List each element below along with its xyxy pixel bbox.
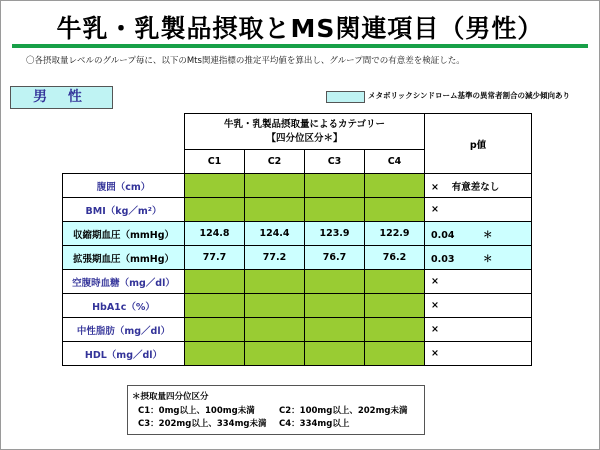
p-value-cell: 0.03 ＊ — [425, 246, 532, 270]
title-underline — [12, 44, 588, 48]
quartile-c3: C3：202mg以上、334mg未満 — [138, 419, 267, 429]
value-cell: 123.9 — [305, 222, 365, 246]
header-blank — [63, 114, 185, 174]
value-cell — [185, 270, 245, 294]
value-cell — [365, 318, 425, 342]
value-cell — [245, 318, 305, 342]
value-cell — [365, 198, 425, 222]
row-label: 腹囲（cm） — [63, 174, 185, 198]
column-header-c4: C4 — [365, 150, 425, 174]
row-label: 中性脂肪（mg／dl） — [63, 318, 185, 342]
legend-text: メタボリックシンドローム基準の異常者割合の減少傾向あり — [368, 91, 571, 100]
value-cell — [365, 270, 425, 294]
quartile-title: ＊摂取量四分位区分 — [132, 392, 209, 402]
column-header-c2: C2 — [245, 150, 305, 174]
p-value-cell: × 有意差なし — [425, 174, 532, 198]
table-row-highlighted — [63, 222, 532, 246]
value-cell — [305, 198, 365, 222]
value-cell — [305, 318, 365, 342]
value-cell — [245, 174, 305, 198]
value-cell — [245, 198, 305, 222]
quartile-c2: C2：100mg以上、202mg未満 — [279, 406, 408, 416]
row-label: 空腹時血糖（mg／dl） — [63, 270, 185, 294]
table-row — [63, 318, 532, 342]
value-cell — [305, 294, 365, 318]
value-cell — [365, 294, 425, 318]
results-table — [62, 113, 532, 366]
quartile-legend-box — [127, 385, 425, 435]
value-cell: 124.8 — [185, 222, 245, 246]
row-label: BMI（kg／m²） — [63, 198, 185, 222]
method-note: 〇各摂取量レベルのグループ毎に、以下のMts関連指標の推定平均値を算出し、グループ間での有意差を検証した。 — [26, 56, 465, 66]
value-cell — [185, 342, 245, 366]
value-cell: 122.9 — [365, 222, 425, 246]
p-value-cell: × — [425, 294, 532, 318]
value-cell — [185, 294, 245, 318]
value-cell: 77.2 — [245, 246, 305, 270]
row-label: 収縮期血圧（mmHg） — [63, 222, 185, 246]
category-header — [185, 114, 425, 150]
row-label: HDL（mg／dl） — [63, 342, 185, 366]
p-value-cell: × — [425, 342, 532, 366]
table-row — [63, 198, 532, 222]
gender-label: 男 性 — [10, 86, 113, 109]
table-row — [63, 294, 532, 318]
p-value-cell: × — [425, 270, 532, 294]
column-header-c1: C1 — [185, 150, 245, 174]
category-header-line2: 【四分位区分＊】 — [266, 132, 343, 144]
value-cell — [185, 174, 245, 198]
quartile-c4: C4：334mg以上 — [279, 419, 350, 429]
value-cell — [245, 294, 305, 318]
table-row-highlighted — [63, 246, 532, 270]
value-cell — [245, 342, 305, 366]
value-cell — [185, 318, 245, 342]
value-cell: 76.2 — [365, 246, 425, 270]
table-row — [63, 174, 532, 198]
table-row — [63, 342, 532, 366]
value-cell — [305, 270, 365, 294]
value-cell — [365, 342, 425, 366]
column-header-c3: C3 — [305, 150, 365, 174]
value-cell: 124.4 — [245, 222, 305, 246]
value-cell — [185, 198, 245, 222]
category-header-line1: 牛乳・乳製品摂取量によるカテゴリー — [223, 118, 386, 130]
value-cell — [365, 174, 425, 198]
table-header-row — [63, 114, 532, 150]
quartile-c1: C1：0mg以上、100mg未満 — [138, 406, 255, 416]
value-cell — [245, 270, 305, 294]
p-value-cell: × — [425, 318, 532, 342]
value-cell — [305, 174, 365, 198]
table-row — [63, 270, 532, 294]
row-label: 拡張期血圧（mmHg） — [63, 246, 185, 270]
p-value-header: p値 — [425, 114, 532, 174]
value-cell: 77.7 — [185, 246, 245, 270]
row-label: HbA1c（%） — [63, 294, 185, 318]
legend-swatch — [326, 91, 365, 103]
p-value-cell: 0.04 ＊ — [425, 222, 532, 246]
p-value-cell: × — [425, 198, 532, 222]
page-title: 牛乳・乳製品摂取とMS関連項目（男性） — [56, 14, 544, 43]
value-cell — [305, 342, 365, 366]
value-cell: 76.7 — [305, 246, 365, 270]
